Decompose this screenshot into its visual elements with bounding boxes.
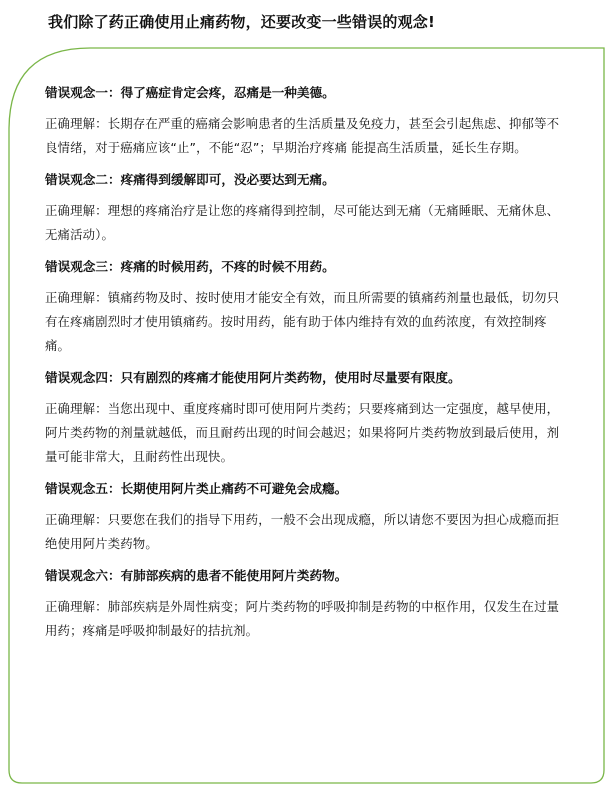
myth-2-heading: 错误观念二：疼痛得到缓解即可，没必要达到无痛。	[45, 172, 335, 187]
myths-list	[45, 82, 571, 643]
myth-5-answer: 正确理解：只要您在我们的指导下用药，一般不会出现成瘾，所以请您不要因为担心成瘾而拒绝使用阿片类药物。	[45, 512, 560, 551]
myth-4-heading: 错误观念四：只有剧烈的疼痛才能使用阿片类药物，使用时尽量要有限度。	[45, 370, 461, 385]
myth-4-answer: 正确理解：当您出现中、重度疼痛时即可使用阿片类药；只要疼痛到达一定强度，越早使用，阿片类药物的剂量就越低，而且耐药出现的时间会越迟；如果将阿片类药物放到最后使用，剂量可能非常大，且耐药性出现快。	[45, 401, 560, 464]
myth-5-heading: 错误观念五：长期使用阿片类止痛药不可避免会成瘾。	[45, 481, 348, 496]
page-title: 我们除了药正确使用止痛药物，还要改变一些错误的观念!	[48, 13, 436, 31]
myth-3-heading: 错误观念三：疼痛的时候用药，不疼的时候不用药。	[45, 259, 335, 274]
myth-3-answer: 正确理解：镇痛药物及时、按时使用才能安全有效，而且所需要的镇痛药剂量也最低，切勿只有在疼痛剧烈时才使用镇痛药。按时用药，能有助于体内维持有效的血药浓度，有效控制疼痛。	[45, 290, 560, 353]
myth-6-heading: 错误观念六：有肺部疾病的患者不能使用阿片类药物。	[45, 568, 348, 583]
myth-6-answer: 正确理解：肺部疾病是外周性病变；阿片类药物的呼吸抑制是药物的中枢作用，仅发生在过量用药；疼痛是呼吸抑制最好的拮抗剂。	[45, 599, 560, 638]
myth-2-answer: 正确理解：理想的疼痛治疗是让您的疼痛得到控制，尽可能达到无痛（无痛睡眠、无痛休息、无痛活动）。	[45, 203, 560, 242]
myth-1-answer: 正确理解：长期存在严重的癌痛会影响患者的生活质量及免疫力，甚至会引起焦虑、抑郁等不良情绪，对于癌痛应该“止”，不能“忍”；早期治疗疼痛 能提高生活质量，延长生存期。	[45, 116, 560, 155]
myth-1-heading: 错误观念一：得了癌症肯定会疼，忍痛是一种美德。	[45, 85, 335, 100]
